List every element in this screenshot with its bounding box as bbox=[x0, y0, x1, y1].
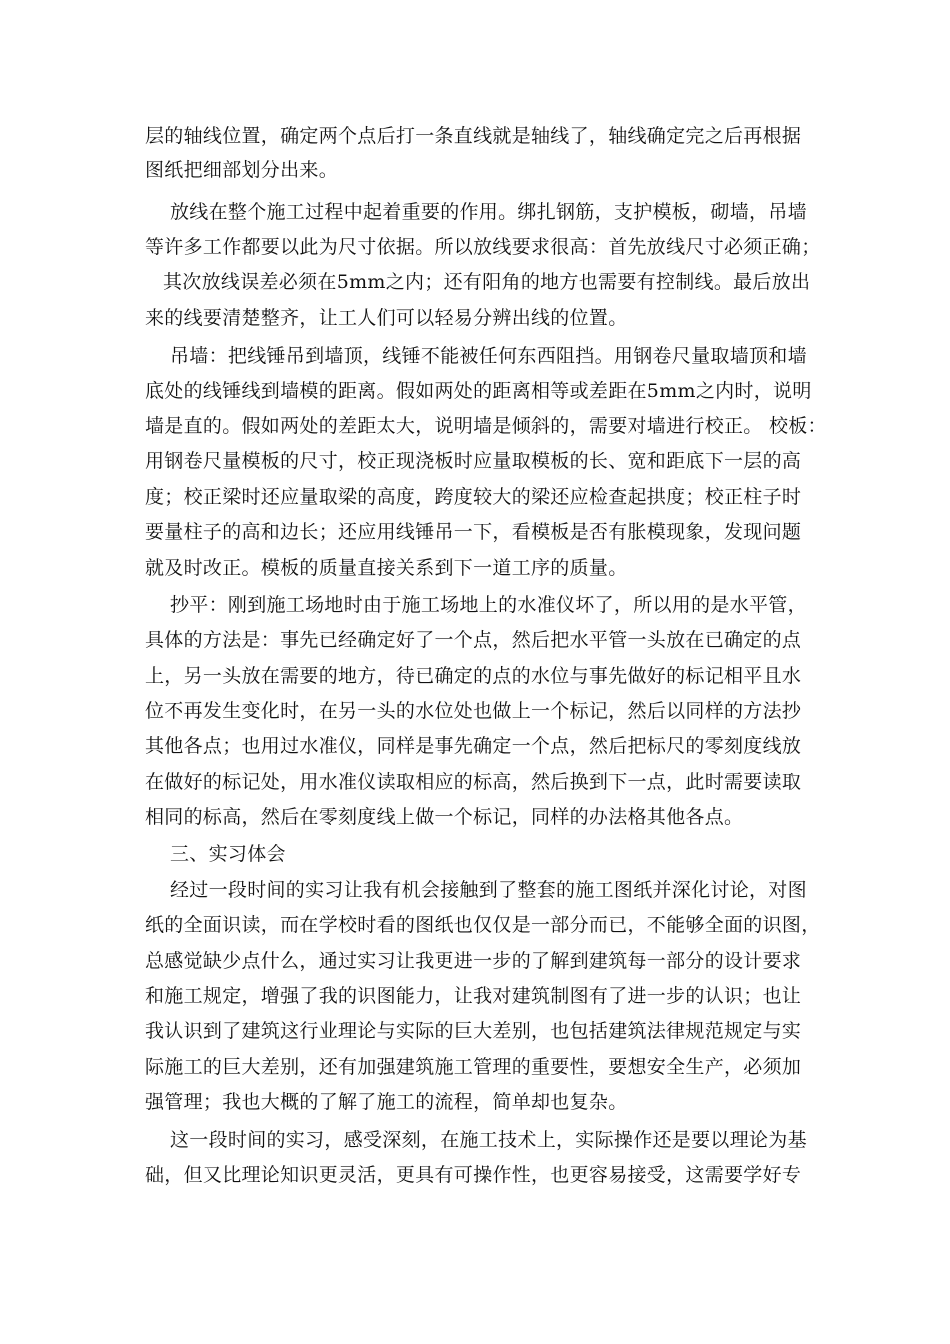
text-line: 在做好的标记处，用水准仪读取相应的标高，然后换到下一点，此时需要读取 bbox=[145, 771, 802, 793]
text-line: 图纸把细部划分出来。 bbox=[145, 159, 339, 181]
text-line: 层的轴线位置，确定两个点后打一条直线就是轴线了，轴线确定完之后再根据 bbox=[145, 125, 802, 147]
text-line: 和施工规定，增强了我的识图能力，让我对建筑制图有了进一步的认识；也让 bbox=[145, 985, 802, 1007]
text-line: 用钢卷尺量模板的尺寸，校正现浇板时应量取模板的长、宽和距底下一层的高 bbox=[145, 450, 802, 472]
text-line: 其他各点；也用过水准仪，同样是事先确定一个点，然后把标尺的零刻度线放 bbox=[145, 735, 802, 757]
text-line: 总感觉缺少点什么，通过实习让我更进一步的了解到建筑每一部分的设计要求 bbox=[145, 950, 802, 972]
text-line: 际施工的巨大差别，还有加强建筑施工管理的重要性，要想安全生产，必须加 bbox=[145, 1056, 802, 1078]
text-line: 纸的全面识读，而在学校时看的图纸也仅仅是一部分而已，不能够全面的识图， bbox=[145, 914, 821, 936]
text-line: 抄平：刚到施工场地时由于施工场地上的水准仪坏了，所以用的是水平管， bbox=[170, 594, 807, 616]
text-line: 度；校正梁时还应量取梁的高度，跨度较大的梁还应检查起拱度；校正柱子时 bbox=[145, 486, 802, 508]
text-line: 吊墙：把线锤吊到墙顶，线锤不能被任何东西阻挡。用钢卷尺量取墙顶和墙 bbox=[170, 345, 807, 367]
text-line: 上，另一头放在需要的地方，待已确定的点的水位与事先做好的标记相平且水 bbox=[145, 665, 802, 687]
text-line: 经过一段时间的实习让我有机会接触到了整套的施工图纸并深化讨论，对图 bbox=[170, 879, 807, 901]
text-line: 具体的方法是：事先已经确定好了一个点，然后把水平管一头放在已确定的点 bbox=[145, 629, 802, 651]
text-line: 墙是直的。假如两处的差距太大，说明墙是倾斜的，需要对墙进行校正。 校板： bbox=[145, 415, 827, 437]
text-line: 底处的线锤线到墙模的距离。假如两处的距离相等或差距在5mm之内时，说明 bbox=[145, 380, 812, 402]
text-line: 就及时改正。模板的质量直接关系到下一道工序的质量。 bbox=[145, 557, 628, 579]
text-line: 这一段时间的实习，感受深刻，在施工技术上，实际操作还是要以理论为基 bbox=[170, 1129, 807, 1151]
text-line: 我认识到了建筑这行业理论与实际的巨大差别，也包括建筑法律规范规定与实 bbox=[145, 1020, 802, 1042]
section-heading-text: 三、实习体会 bbox=[170, 843, 286, 865]
text-line: 等许多工作都要以此为尺寸依据。所以放线要求很高：首先放线尺寸必须正确； bbox=[145, 236, 821, 258]
text-line: 相同的标高，然后在零刻度线上做一个标记，同样的办法格其他各点。 bbox=[145, 806, 744, 828]
text-line: 其次放线误差必须在5mm之内；还有阳角的地方也需要有控制线。最后放出 bbox=[163, 271, 811, 293]
text-line: 要量柱子的高和边长；还应用线锤吊一下，看模板是否有胀模现象，发现问题 bbox=[145, 521, 802, 543]
text-line: 础，但又比理论知识更灵活，更具有可操作性，也更容易接受，这需要学好专 bbox=[145, 1164, 802, 1186]
text-line: 强管理；我也大概的了解了施工的流程，简单却也复杂。 bbox=[145, 1091, 628, 1113]
text-line: 位不再发生变化时，在另一头的水位处也做上一个标记，然后以同样的方法抄 bbox=[145, 700, 802, 722]
text-line: 放线在整个施工过程中起着重要的作用。绑扎钢筋，支护模板，砌墙，吊墙 bbox=[170, 201, 807, 223]
text-line: 来的线要清楚整齐，让工人们可以轻易分辨出线的位置。 bbox=[145, 307, 628, 329]
